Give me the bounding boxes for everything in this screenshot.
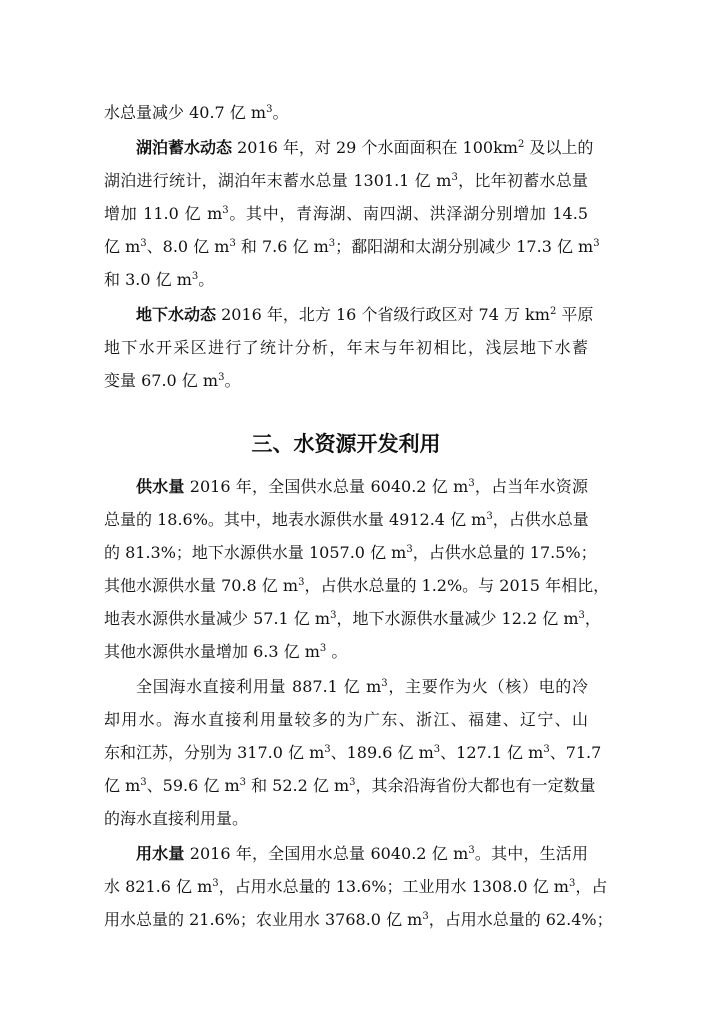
paragraph-line: 用水总量的 21.6%；农业用水 3768.0 亿 $m^3$，占用水总量的 62.4%；: [104, 910, 613, 929]
paragraph-line-groundwater-start: 地下水动态 2016 年，北方 16 个省级行政区对 74 万 $km^2$ 平原: [136, 305, 594, 324]
paragraph-line: 亿 $m^3$、8.0 亿 $m^3$ 和 7.6 亿 $m^3$；鄱阳湖和太湖分别减少 17.3 亿 $m^3$: [104, 237, 600, 256]
paragraph-line: 的海水直接利用量。: [104, 809, 249, 828]
paragraph-line: 增加 11.0 亿 $m^3$。其中，青海湖、南四湖、洪泽湖分别增加 14.5: [104, 204, 588, 223]
paragraph-line: 总量的 18.6%。其中，地表水源供水量 4912.4 亿 $m^3$，占供水总量: [104, 510, 589, 529]
paragraph-line: 东和江苏，分别为 317.0 亿 $m^3$、189.6 亿 $m^3$、127.1 亿 $m^3$、71.7: [104, 743, 602, 762]
paragraph-line: 水总量减少 40.7 亿 $m^3$。: [104, 103, 289, 122]
paragraph-line: 湖泊进行统计，湖泊年末蓄水总量 1301.1 亿 $m^3$，比年初蓄水总量: [104, 171, 588, 190]
paragraph-line-supply-start: 供水量 2016 年，全国供水总量 6040.2 亿 $m^3$，占当年水资源: [136, 477, 588, 496]
paragraph-line: 变量 67.0 亿 $m^3$。: [104, 371, 241, 390]
paragraph-line: 却用水。海水直接利用量较多的为广东、浙江、福建、辽宁、山: [104, 710, 588, 729]
paragraph-line-seawater-start: 全国海水直接利用量 887.1 亿 $m^3$，主要作为火（核）电的冷: [136, 677, 588, 696]
paragraph-line: 地下水开采区进行了统计分析，年末与年初相比，浅层地下水蓄: [104, 338, 588, 357]
paragraph-line: 其他水源供水量 70.8 亿 $m^3$，占供水总量的 1.2%。与 2015 年相比，: [104, 576, 610, 595]
paragraph-line: 的 81.3%；地下水源供水量 1057.0 亿 $m^3$，占供水总量的 17.5%；: [104, 543, 597, 562]
paragraph-line: 其他水源供水量增加 6.3 亿 $m^3$ 。: [104, 642, 348, 661]
paragraph-line-lakes-start: 湖泊蓄水动态 2016 年，对 29 个水面面积在 $100km^2$ 及以上的: [136, 138, 594, 157]
paragraph-line: 和 3.0 亿 $m^3$。: [104, 270, 215, 289]
paragraph-line: 水 821.6 亿 $m^3$，占用水总量的 13.6%；工业用水 1308.0 亿 $m^3$，占: [104, 877, 608, 896]
paragraph-line-use-start: 用水量 2016 年，全国用水总量 6040.2 亿 $m^3$。其中，生活用: [136, 844, 588, 863]
section-heading: 三、水资源开发利用: [251, 432, 441, 456]
paragraph-line: 亿 $m^3$、59.6 亿 $m^3$ 和 52.2 亿 $m^3$，其余沿海省份大都也有一定数量: [104, 776, 596, 795]
paragraph-line: 地表水源供水量减少 57.1 亿 $m^3$，地下水源供水量减少 12.2 亿 $m^3$，: [104, 609, 601, 628]
